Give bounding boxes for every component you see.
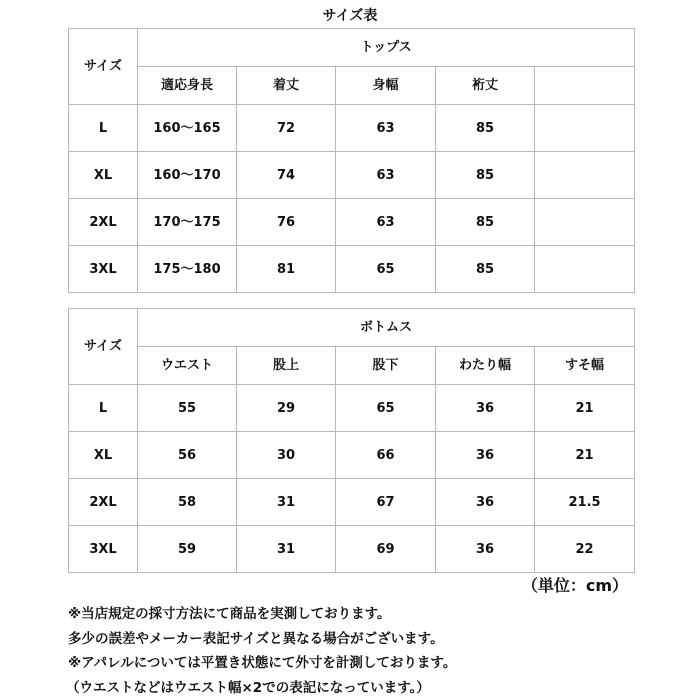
table-cell: 175〜180 — [138, 246, 237, 293]
column-header: 裄丈 — [436, 67, 535, 105]
table-cell: 160〜165 — [138, 105, 237, 152]
table-cell: 31 — [237, 479, 336, 526]
size-label: XL — [69, 432, 138, 479]
tops-section-header: トップス — [138, 29, 635, 67]
table-cell: 65 — [336, 385, 436, 432]
table-cell: 21.5 — [535, 479, 635, 526]
table-cell: 65 — [336, 246, 436, 293]
table-cell: 59 — [138, 526, 237, 573]
table-row — [69, 199, 635, 246]
table-cell: 55 — [138, 385, 237, 432]
tops-size-table — [68, 28, 635, 293]
column-header: 身幅 — [336, 67, 436, 105]
unit-label: （単位：cm） — [521, 576, 628, 595]
size-label: 3XL — [69, 526, 138, 573]
empty-cell — [535, 199, 635, 246]
table-cell: 58 — [138, 479, 237, 526]
table-cell: 31 — [237, 526, 336, 573]
table-cell: 74 — [237, 152, 336, 199]
table-cell: 72 — [237, 105, 336, 152]
table-cell: 69 — [336, 526, 436, 573]
size-header: サイズ — [69, 309, 138, 385]
column-header: 適応身長 — [138, 67, 237, 105]
table-cell: 56 — [138, 432, 237, 479]
notes — [68, 602, 688, 700]
empty-cell — [535, 152, 635, 199]
note-line: 多少の誤差やメーカー表記サイズと異なる場合がございます。 — [68, 630, 444, 647]
table-cell: 85 — [436, 246, 535, 293]
column-header: すそ幅 — [535, 347, 635, 385]
table-cell: 76 — [237, 199, 336, 246]
column-header: ウエスト — [138, 347, 237, 385]
bottoms-section-header: ボトムス — [138, 309, 635, 347]
table-cell: 63 — [336, 152, 436, 199]
note-line: ※アパレルについては平置き状態にて外寸を計測しております。 — [68, 655, 457, 671]
size-label: L — [69, 385, 138, 432]
table-cell: 21 — [535, 432, 635, 479]
table-cell: 63 — [336, 105, 436, 152]
table-cell: 36 — [436, 432, 535, 479]
column-header: わたり幅 — [436, 347, 535, 385]
note-line: （ウエストなどはウエスト幅×2での表記になっています。） — [66, 679, 430, 696]
table-cell: 30 — [237, 432, 336, 479]
size-label: 2XL — [69, 479, 138, 526]
table-cell: 66 — [336, 432, 436, 479]
column-header: 着丈 — [237, 67, 336, 105]
table-row — [69, 246, 635, 293]
table-row — [69, 479, 635, 526]
table-row — [69, 526, 635, 573]
size-label: L — [69, 105, 138, 152]
empty-cell — [535, 246, 635, 293]
bottoms-size-table — [68, 308, 635, 573]
table-cell: 85 — [436, 152, 535, 199]
table-cell: 21 — [535, 385, 635, 432]
column-header: 股下 — [336, 347, 436, 385]
table-cell: 85 — [436, 199, 535, 246]
table-cell: 22 — [535, 526, 635, 573]
size-label: 2XL — [69, 199, 138, 246]
size-label: 3XL — [69, 246, 138, 293]
table-row — [69, 432, 635, 479]
table-row — [69, 152, 635, 199]
table-row — [69, 105, 635, 152]
size-header: サイズ — [69, 29, 138, 105]
table-cell: 160〜170 — [138, 152, 237, 199]
size-label: XL — [69, 152, 138, 199]
table-cell: 36 — [436, 526, 535, 573]
table-cell: 63 — [336, 199, 436, 246]
table-cell: 170〜175 — [138, 199, 237, 246]
empty-cell — [535, 67, 635, 105]
table-cell: 29 — [237, 385, 336, 432]
table-cell: 67 — [336, 479, 436, 526]
table-cell: 36 — [436, 479, 535, 526]
page-title: サイズ表 — [322, 8, 378, 24]
note-line: ※当店規定の採寸方法にて商品を実測しております。 — [68, 606, 391, 622]
table-cell: 81 — [237, 246, 336, 293]
table-row — [69, 385, 635, 432]
column-header: 股上 — [237, 347, 336, 385]
table-cell: 36 — [436, 385, 535, 432]
table-cell: 85 — [436, 105, 535, 152]
empty-cell — [535, 105, 635, 152]
